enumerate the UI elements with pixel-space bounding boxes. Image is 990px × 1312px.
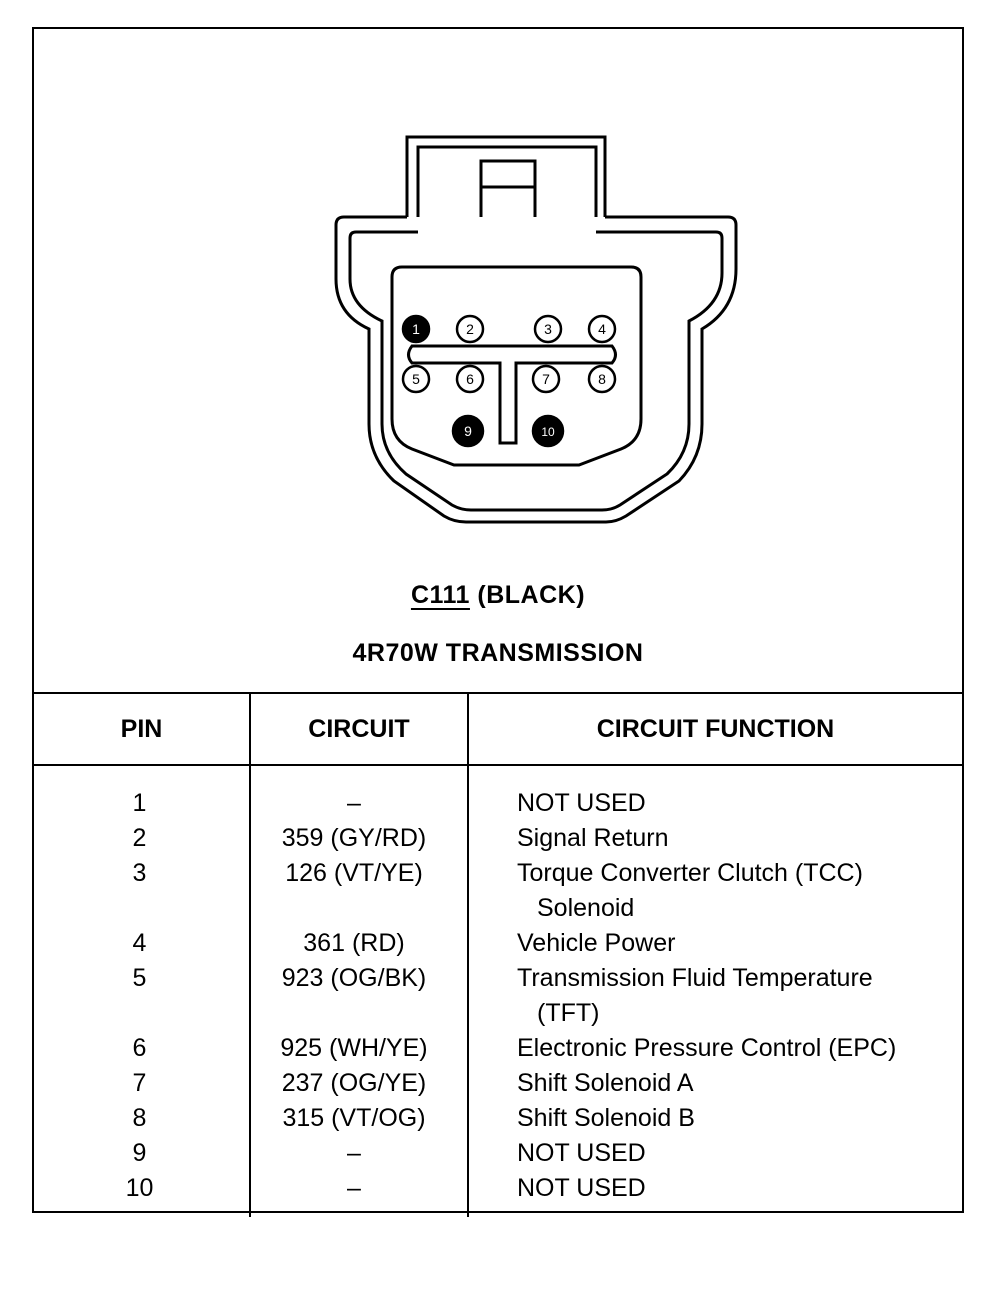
pin-7: 7 [132, 1069, 147, 1097]
pin-4: 4 [132, 929, 147, 957]
circuit-8: 315 (VT/OG) [282, 1104, 426, 1132]
circuit-6: 925 (WH/YE) [280, 1034, 428, 1062]
function-3: Torque Converter Clutch (TCC) [517, 859, 863, 887]
pinout-table [34, 692, 962, 1217]
function-6: Electronic Pressure Control (EPC) [517, 1034, 897, 1062]
pin-1: 1 [132, 789, 147, 817]
function-4: Vehicle Power [517, 929, 676, 957]
circuit-1: – [347, 789, 361, 817]
connector-face-drawing [34, 29, 962, 589]
circuit-3: 126 (VT/YE) [285, 859, 423, 887]
connector-title [34, 581, 962, 610]
connector-card [32, 27, 964, 1213]
circuit-9: – [347, 1139, 361, 1167]
header-pin: PIN [34, 693, 250, 765]
function-column [468, 765, 962, 1217]
pin-label-8: 8 [598, 371, 606, 387]
function-1: NOT USED [517, 789, 646, 817]
transmission-title: 4R70W TRANSMISSION [352, 639, 644, 667]
circuit-10: – [347, 1174, 361, 1202]
spacer [34, 996, 249, 1031]
spacer [251, 996, 467, 1031]
pin-10: 10 [125, 1174, 154, 1202]
pin-3: 3 [132, 859, 147, 887]
pin-label-9: 9 [464, 423, 472, 439]
function-5: Transmission Fluid Temperature [517, 964, 873, 992]
pin-6: 6 [132, 1034, 147, 1062]
pin-label-4: 4 [598, 321, 606, 337]
pin-label-3: 3 [544, 321, 552, 337]
pin-label-2: 2 [466, 321, 474, 337]
pin-2: 2 [132, 824, 147, 852]
pin-8: 8 [132, 1104, 147, 1132]
pin-column [34, 765, 250, 1217]
table-header-row [34, 693, 962, 765]
connector-id: C111 [410, 581, 470, 609]
function-5-continued: (TFT) [537, 999, 600, 1027]
circuit-2: 359 (GY/RD) [281, 824, 427, 852]
function-3-continued: Solenoid [537, 894, 635, 922]
pin-label-1: 1 [412, 321, 420, 337]
connector-color: (BLACK) [477, 581, 586, 609]
pin-label-7: 7 [542, 371, 550, 387]
pin-label-5: 5 [412, 371, 420, 387]
circuit-column [250, 765, 468, 1217]
spacer [34, 891, 249, 926]
function-9: NOT USED [517, 1139, 646, 1167]
function-7: Shift Solenoid A [517, 1069, 694, 1097]
function-8: Shift Solenoid B [517, 1104, 695, 1132]
table-body [34, 765, 962, 1217]
header-circuit-function: CIRCUIT FUNCTION [468, 693, 962, 765]
header-circuit: CIRCUIT [250, 693, 468, 765]
circuit-5: 923 (OG/BK) [281, 964, 427, 992]
pin-5: 5 [132, 964, 147, 992]
pin-label-10: 10 [541, 425, 555, 439]
circuit-4: 361 (RD) [303, 929, 405, 957]
circuit-7: 237 (OG/YE) [281, 1069, 427, 1097]
pin-label-6: 6 [466, 371, 474, 387]
function-2: Signal Return [517, 824, 669, 852]
function-10: NOT USED [517, 1174, 646, 1202]
pin-9: 9 [132, 1139, 147, 1167]
spacer [251, 891, 467, 926]
